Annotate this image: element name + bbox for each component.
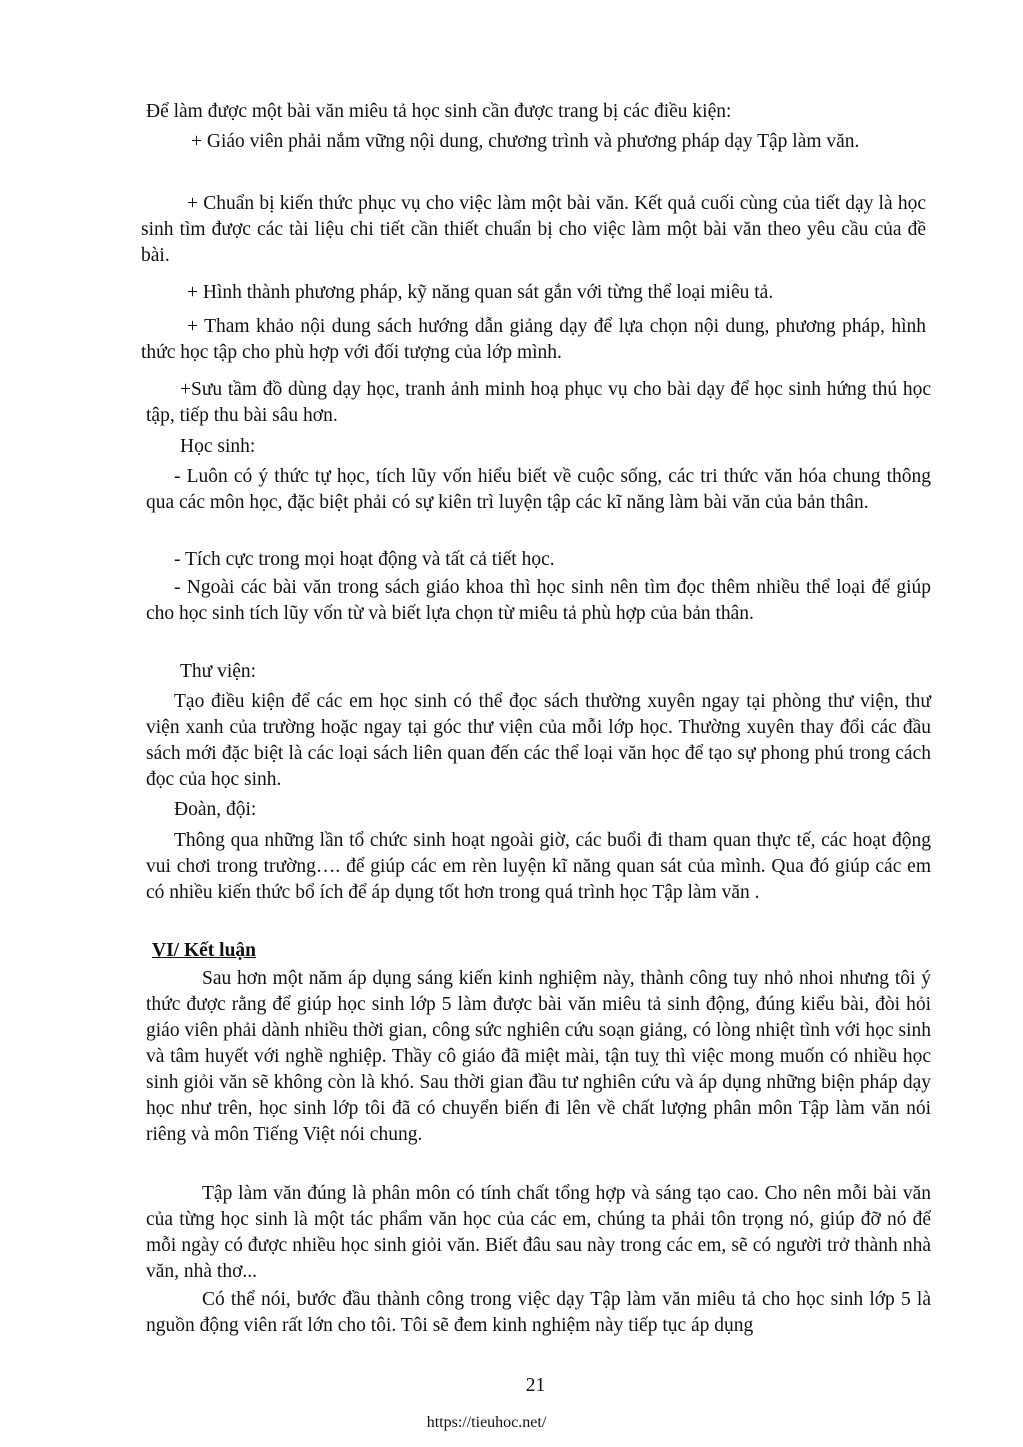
page-number: 21	[525, 1375, 546, 1396]
teacher-requirement-1: + Giáo viên phải nắm vững nội dung, chương trình và phương pháp dạy Tập làm văn.	[191, 131, 860, 152]
student-item-2: - Tích cực trong mọi hoạt động và tất cả tiết học.	[174, 549, 555, 570]
section-label-union: Đoàn, đội:	[174, 799, 257, 820]
section-label-students: Học sinh:	[180, 436, 256, 457]
teacher-requirement-5: +Sưu tầm đồ dùng dạy học, tranh ảnh minh hoạ phục vụ cho bài dạy để học sinh hứng thú học tập, tiếp thu bài sâu hơn.	[146, 379, 931, 426]
intro-paragraph: Để làm được một bài văn miêu tả học sinh cần được trang bị các điều kiện:	[146, 101, 732, 122]
section-label-library: Thư viện:	[180, 661, 257, 682]
teacher-requirement-2: + Chuẩn bị kiến thức phục vụ cho việc làm một bài văn. Kết quả cuối cùng của tiết dạy là học sinh tìm được các tài liệu chi tiết cần thiết chuẩn bị cho việc làm một bài văn theo yêu cầu của đề bài.	[141, 193, 926, 266]
student-item-1: - Luôn có ý thức tự học, tích lũy vốn hiểu biết về cuộc sống, các tri thức văn hóa chung thông qua các môn học, đặc biệt phải có sự kiên trì luyện tập các kĩ năng làm bài văn của bản thân.	[146, 466, 931, 513]
student-item-3: - Ngoài các bài văn trong sách giáo khoa thì học sinh nên tìm đọc thêm nhiều thể loại để giúp cho học sinh tích lũy vốn từ và biết lựa chọn từ miêu tả phù hợp của bản thân.	[146, 577, 931, 624]
footer-url: https://tieuhoc.net/	[426, 1414, 547, 1431]
teacher-requirement-3: + Hình thành phương pháp, kỹ năng quan sát gắn với từng thể loại miêu tả.	[187, 282, 774, 303]
conclusion-paragraph-3: Có thể nói, bước đầu thành công trong việc dạy Tập làm văn miêu tả cho học sinh lớp 5 là nguồn động viên rất lớn cho tôi. Tôi sẽ đem kinh nghiệm này tiếp tục áp dụng	[146, 1289, 931, 1336]
union-paragraph: Thông qua những lần tổ chức sinh hoạt ngoài giờ, các buổi đi tham quan thực tế, các hoạt động vui chơi trong trường…. để giúp các em rèn luyện kĩ năng quan sát của mình. Qua đó giúp các em có nhiều kiến thức bổ ích để áp dụng tốt hơn trong quá trình học Tập làm văn .	[146, 830, 931, 903]
conclusion-paragraph-2: Tập làm văn đúng là phân môn có tính chất tổng hợp và sáng tạo cao. Cho nên mỗi bài văn của từng học sinh là một tác phẩm văn học của các em, chúng ta phải tôn trọng nó, giúp đỡ nó để mỗi ngày có được nhiều học sinh giỏi văn. Biết đâu sau này trong các em, sẽ có người trở thành nhà văn, nhà thơ...	[146, 1183, 931, 1282]
conclusion-paragraph-1: Sau hơn một năm áp dụng sáng kiến kinh nghiệm này, thành công tuy nhỏ nhoi nhưng tôi ý thức được rằng để giúp học sinh lớp 5 làm được bài văn miêu tả sinh động, đúng kiểu bài, đòi hỏi giáo viên phải dành nhiều thời gian, công sức nghiên cứu soạn giảng, có lòng nhiệt tình với học sinh và tâm huyết với nghề nghiệp. Thầy cô giáo đã miệt mài, tận tuỵ thì việc mong muốn có nhiều học sinh giỏi văn sẽ không còn là khó. Sau thời gian đầu tư nghiên cứu và áp dụng những biện pháp dạy học như trên, học sinh lớp tôi đã có chuyển biến đi lên về chất lượng phân môn Tập làm văn nói riêng và môn Tiếng Việt nói chung.	[146, 968, 931, 1145]
conclusion-heading: VI/ Kết luận	[152, 940, 257, 961]
library-paragraph: Tạo điều kiện để các em học sinh có thể đọc sách thường xuyên ngay tại phòng thư viện, thư viện xanh của trường hoặc ngay tại góc thư viện của mỗi lớp học. Thường xuyên thay đổi các đầu sách mới đặc biệt là các loại sách liên quan đến các thể loại văn học để tạo sự phong phú trong cách đọc của học sinh.	[146, 691, 931, 790]
teacher-requirement-4: + Tham khảo nội dung sách hướng dẫn giảng dạy để lựa chọn nội dung, phương pháp, hình thức học tập cho phù hợp với đối tượng của lớp mình.	[141, 316, 926, 363]
